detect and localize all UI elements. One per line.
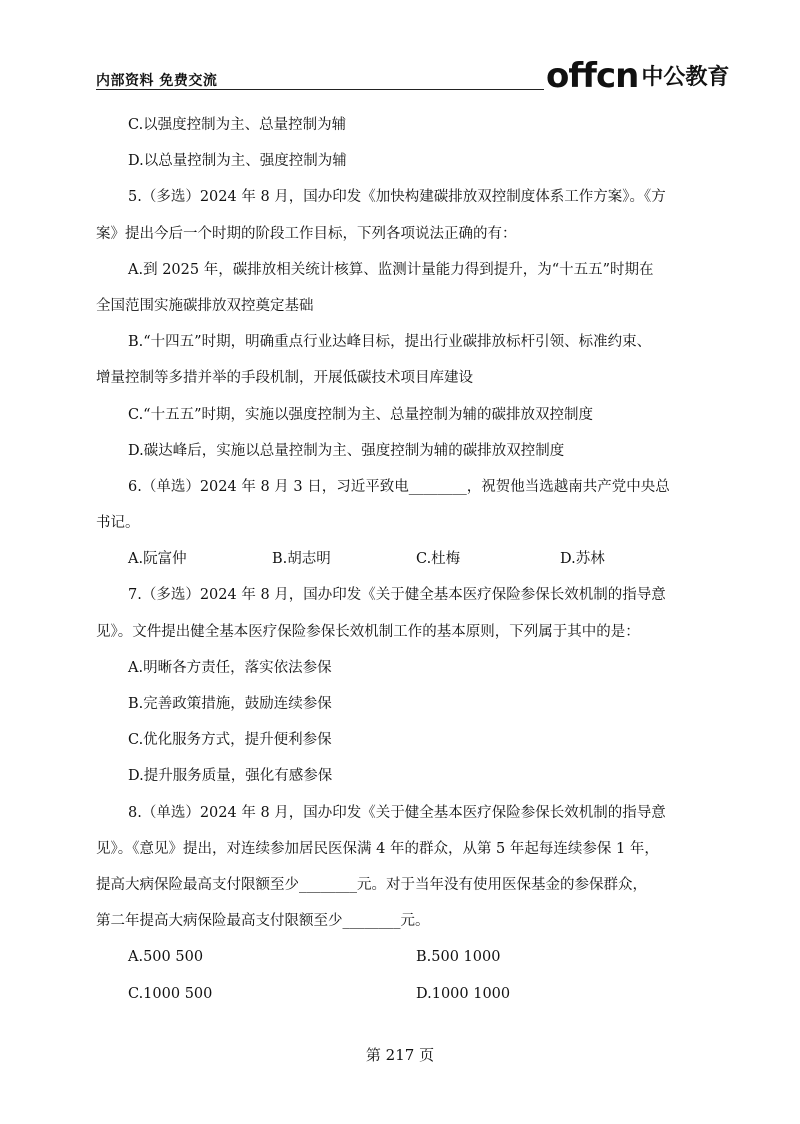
options-row bbox=[96, 549, 704, 585]
text-line: D.以总量控制为主、强度控制为辅 bbox=[128, 153, 347, 170]
text-line: 案》提出今后一个时期的阶段工作目标，下列各项说法正确的有： bbox=[96, 225, 517, 242]
options-row bbox=[96, 984, 704, 1020]
text-line: C.优化服务方式，提升便利参保 bbox=[128, 732, 332, 749]
option-item: B.胡志明 bbox=[272, 551, 331, 568]
header-left-text: 内部资料 免费交流 bbox=[96, 73, 218, 89]
logo-latin-text: offcn bbox=[546, 56, 639, 96]
option-item: A.500 500 bbox=[128, 949, 204, 966]
text-line: 第二年提高大病保险最高支付限额至少________元。 bbox=[96, 913, 430, 930]
text-line: C.“十五五”时期，实施以强度控制为主、总量控制为辅的碳排放双控制度 bbox=[128, 406, 594, 423]
logo-cn-text: 中公教育 bbox=[641, 65, 730, 90]
text-line: A.到 2025 年，碳排放相关统计核算、监测计量能力得到提升，为“十五五”时期在 bbox=[128, 261, 654, 278]
option-item: D.1000 1000 bbox=[416, 985, 511, 1002]
text-line: B.完善政策措施，鼓励连续参保 bbox=[128, 696, 332, 712]
document-body bbox=[96, 115, 704, 1020]
text-line: D.提升服务质量，强化有感参保 bbox=[128, 768, 333, 785]
text-line: 增量控制等多措并举的手段机制，开展低碳技术项目库建设 bbox=[96, 370, 473, 387]
header-rule bbox=[96, 89, 544, 90]
text-line: 见》。文件提出健全基本医疗保险参保长效机制工作的基本原则，下列属于其中的是： bbox=[96, 623, 640, 640]
option-item: C.杜梅 bbox=[416, 551, 461, 568]
text-line: C.以强度控制为主、总量控制为辅 bbox=[128, 117, 347, 133]
text-line: 书记。 bbox=[96, 515, 140, 532]
text-line: 6.（单选）2024 年 8 月 3 日，习近平致电________，祝贺他当选越南共产党中央总 bbox=[128, 478, 670, 495]
text-line: A.明晰各方责任，落实依法参保 bbox=[128, 659, 332, 676]
text-line: B.“十四五”时期，明确重点行业达峰目标，提出行业碳排放标杆引领、标准约束、 bbox=[128, 334, 652, 351]
option-item: A.阮富仲 bbox=[128, 551, 187, 568]
text-line: 提高大病保险最高支付限额至少________元。对于当年没有使用医保基金的参保群众， bbox=[96, 876, 647, 893]
page-number: 第 217 页 bbox=[365, 1046, 435, 1064]
options-row bbox=[96, 947, 704, 983]
text-line: 8.（单选）2024 年 8 月，国办印发《关于健全基本医疗保险参保长效机制的指导意 bbox=[128, 804, 666, 821]
offcn-logo bbox=[546, 56, 730, 96]
text-line: 全国范围实施碳排放双控奠定基础 bbox=[96, 297, 314, 314]
text-line: 7.（多选）2024 年 8 月，国办印发《关于健全基本医疗保险参保长效机制的指导意 bbox=[128, 587, 666, 604]
option-item: C.1000 500 bbox=[128, 985, 213, 1002]
option-item: D.苏林 bbox=[560, 551, 605, 568]
text-line: D.碳达峰后，实施以总量控制为主、强度控制为辅的碳排放双控制度 bbox=[128, 442, 565, 459]
text-line: 见》。《意见》提出，对连续参加居民医保满 4 年的群众，从第 5 年起每连续参保 1 年， bbox=[96, 840, 659, 857]
option-item: B.500 1000 bbox=[416, 949, 501, 966]
text-line: 5.（多选）2024 年 8 月，国办印发《加快构建碳排放双控制度体系工作方案》。《方 bbox=[128, 189, 666, 206]
